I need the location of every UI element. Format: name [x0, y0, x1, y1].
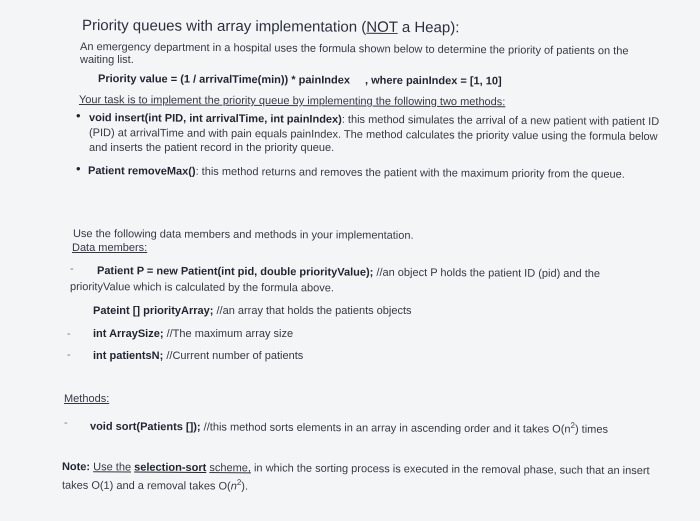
priority-formula: [98, 73, 502, 87]
dash-marker: -: [70, 263, 74, 275]
insert-method-line-3: and inserts the patient record in the priority queue.: [89, 142, 335, 154]
insert-description: : this method simulates the arrival of a new patient with patient ID: [341, 113, 660, 128]
bullet-dot: •: [76, 161, 81, 176]
title-not: NOT: [366, 18, 398, 36]
data-members-heading: Data members:: [72, 242, 148, 254]
member-patient-line-2: priorityValue which is calculated by the formula above.: [69, 281, 334, 295]
title-suffix: a Heap):: [397, 18, 460, 37]
remove-max-line: [88, 165, 625, 181]
sort-exponent: 2: [570, 420, 576, 430]
page-title: [82, 17, 460, 36]
sort-method-code: void sort(Patients []);: [89, 420, 201, 434]
dash-marker: -: [64, 417, 68, 429]
member-patient-line-1: [97, 265, 600, 280]
insert-method-line-2: (PID) at arrivalTime and with pain equals painIndex. The method calculates the priority value using the formula below: [88, 127, 658, 143]
task-statement: Your task is to implement the priority queue by implementing the following two methods:: [78, 94, 506, 109]
title-prefix: Priority queues with array implementation (: [81, 17, 367, 36]
remove-max-description: : this method returns and removes the patient with the maximum priority from the queue.: [195, 165, 625, 181]
patients-n-comment: //Current number of patients: [163, 350, 304, 362]
formula-where: , where painIndex = [1, 10]: [364, 74, 502, 88]
note-label: Note:: [61, 461, 91, 474]
dash-marker: -: [67, 328, 71, 340]
methods-heading: Methods:: [64, 393, 110, 405]
member-patient-comment: //an object P holds the patient ID (pid) and the: [373, 266, 601, 281]
use-following-text: Use the following data members and methods in your implementation.: [72, 228, 414, 242]
member-array-size: [93, 328, 293, 340]
formula-main: Priority value = (1 / arrivalTime(min)) * painIndex: [97, 73, 351, 87]
note-line-1: [62, 461, 650, 477]
note-n: n: [230, 480, 237, 493]
bullet-dot: •: [76, 108, 81, 123]
insert-signature: void insert(int PID, int arrivalTime, int painIndex): [88, 112, 342, 126]
remove-max-signature: Patient removeMax(): [87, 165, 196, 178]
selection-sort-term: selection-sort: [134, 461, 207, 475]
member-patients-n: [93, 350, 303, 362]
sort-method-line: [90, 418, 608, 436]
note-complexity-end: ).: [241, 480, 249, 493]
note-use-the: Use the: [93, 461, 132, 474]
insert-method-line-1: [89, 112, 659, 128]
sort-method-end: ) times: [574, 423, 609, 436]
dash-marker: -: [67, 349, 71, 361]
note-scheme: scheme,: [209, 462, 251, 475]
array-size-comment: //The maximum array size: [163, 328, 294, 340]
note-line-2: [62, 477, 248, 493]
intro-line-1: An emergency department in a hospital uses the formula shown below to determine the priority of patients on the: [79, 41, 629, 58]
array-size-code: int ArraySize;: [93, 328, 164, 340]
patients-n-code: int patientsN;: [93, 350, 164, 362]
note-complexity-text: takes O(1) and a removal takes O(: [61, 479, 231, 493]
note-rest: in which the sorting process is executed in the removal phase, such that an insert: [250, 462, 650, 478]
member-priority-array: [93, 305, 412, 317]
sort-method-comment: //this method sorts elements in an array in ascending order and it takes O(n: [200, 421, 571, 436]
note-exponent: 2: [236, 477, 242, 487]
priority-array-comment: //an array that holds the patients objects: [213, 305, 412, 317]
intro-line-2: waiting list.: [80, 54, 134, 66]
priority-array-code: Pateint [] priorityArray;: [93, 305, 214, 317]
member-patient-code: Patient P = new Patient(int pid, double priorityValue);: [96, 265, 374, 279]
